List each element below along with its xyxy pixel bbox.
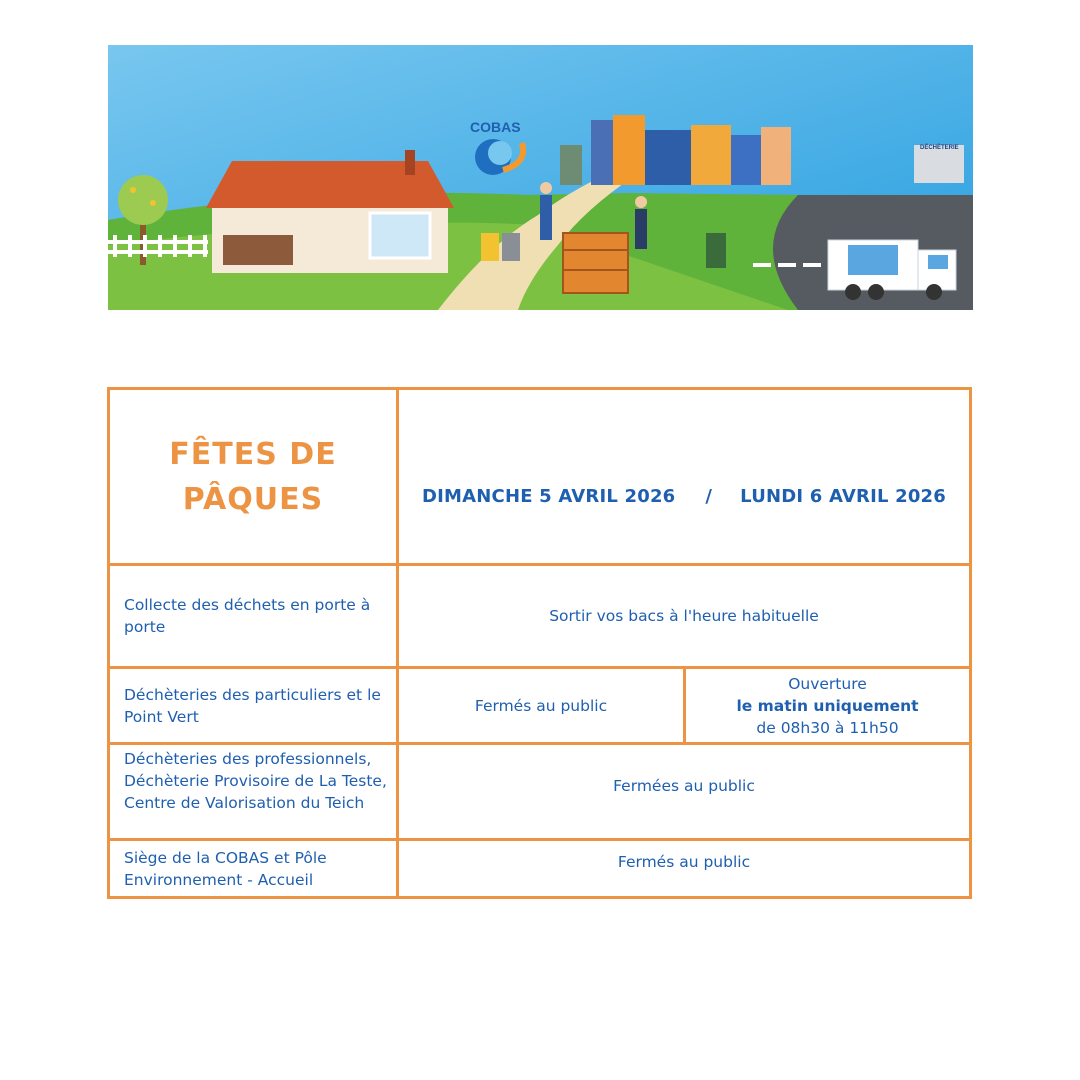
header-banner <box>108 45 973 310</box>
label-line-2: Déchèterie Provisoire de La Teste, <box>124 772 387 790</box>
cobas-logo-text: COBAS <box>470 119 521 135</box>
page-title <box>169 432 336 522</box>
date-separator: / <box>705 486 713 507</box>
title-line-2: PÂQUES <box>182 481 324 517</box>
banner-illustration <box>108 45 973 310</box>
monday-opening-line-1: Ouverture <box>788 674 867 693</box>
title-line-1: FÊTES DE <box>169 436 337 472</box>
holiday-dates <box>399 390 969 563</box>
row-label-decheteries-particuliers: Déchèteries des particuliers et le Point Vert <box>124 685 381 726</box>
row-label-siege: Siège de la COBAS et Pôle Environnement - Accueil <box>124 848 327 889</box>
row-label-decheteries-professionnels <box>110 745 396 838</box>
date-sunday: DIMANCHE 5 AVRIL 2026 <box>421 486 676 507</box>
monday-opening-line-2: le matin uniquement <box>736 696 919 715</box>
row-label-collecte: Collecte des déchets en porte à porte <box>124 596 371 636</box>
table-border-bottom <box>107 896 972 899</box>
title-cell <box>110 390 396 563</box>
holiday-schedule-table <box>107 387 972 899</box>
monday-opening-line-3: de 08h30 à 11h50 <box>756 718 899 737</box>
label-line-3: Centre de Valorisation du Teich <box>124 794 365 812</box>
row-value-collecte: Sortir vos bacs à l'heure habituelle <box>549 607 819 625</box>
table-border-right <box>969 387 972 899</box>
row-value-sunday-particuliers: Fermés au public <box>474 696 608 715</box>
house-roof <box>206 161 454 208</box>
row-value-siege: Fermés au public <box>617 853 751 871</box>
dechetterie-sign: DÉCHÈTERIE <box>920 145 959 151</box>
row-value-professionnels: Fermées au public <box>613 776 755 795</box>
compost-bin <box>563 233 628 293</box>
date-monday: LUNDI 6 AVRIL 2026 <box>740 486 947 507</box>
label-line-1: Déchèteries des professionnels, <box>124 750 372 768</box>
row-value-monday-particuliers <box>686 669 969 742</box>
